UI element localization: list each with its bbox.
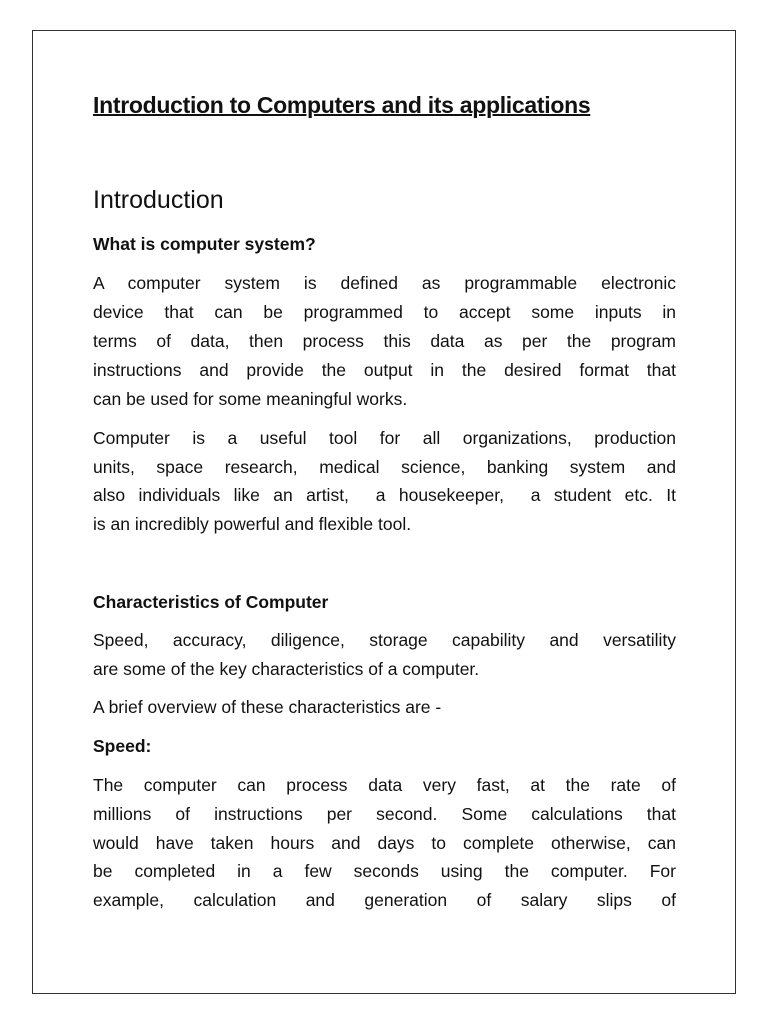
paragraph-line: can be used for some meaningful works. <box>93 389 408 409</box>
paragraph-line: also individuals like an artist, a housekeeper, a student etc. It <box>93 485 676 505</box>
subheading-characteristics: Characteristics of Computer <box>93 592 329 612</box>
paragraph-line: millions of instructions per second. Some calculations that <box>93 804 676 824</box>
paragraph-line: The computer can process data very fast, at the rate of <box>93 775 676 795</box>
paragraph-line: is an incredibly powerful and flexible tool. <box>93 514 412 534</box>
paragraph-line: would have taken hours and days to complete otherwise, can <box>93 833 676 853</box>
paragraph-line: terms of data, then process this data as per the program <box>93 331 676 351</box>
paragraph-line: device that can be programmed to accept some inputs in <box>93 302 676 322</box>
paragraph-line: be completed in a few seconds using the computer. For <box>93 861 676 881</box>
paragraph-line: A brief overview of these characteristics are - <box>93 697 442 717</box>
paragraph-line: example, calculation and generation of salary slips of <box>93 890 676 910</box>
section-heading: Introduction <box>93 186 224 214</box>
document-title: Introduction to Computers and its applications <box>93 92 591 118</box>
subheading-speed: Speed: <box>93 736 152 756</box>
paragraph-line: Computer is a useful tool for all organizations, production <box>93 428 676 448</box>
paragraph-line: instructions and provide the output in the desired format that <box>93 360 676 380</box>
paragraph-line: Speed, accuracy, diligence, storage capability and versatility <box>93 630 676 650</box>
paragraph-line: are some of the key characteristics of a computer. <box>93 659 480 679</box>
paragraph-line: A computer system is defined as programmable electronic <box>93 273 676 293</box>
subheading-what-is-computer: What is computer system? <box>93 234 316 254</box>
paragraph-line: units, space research, medical science, banking system and <box>93 457 676 477</box>
